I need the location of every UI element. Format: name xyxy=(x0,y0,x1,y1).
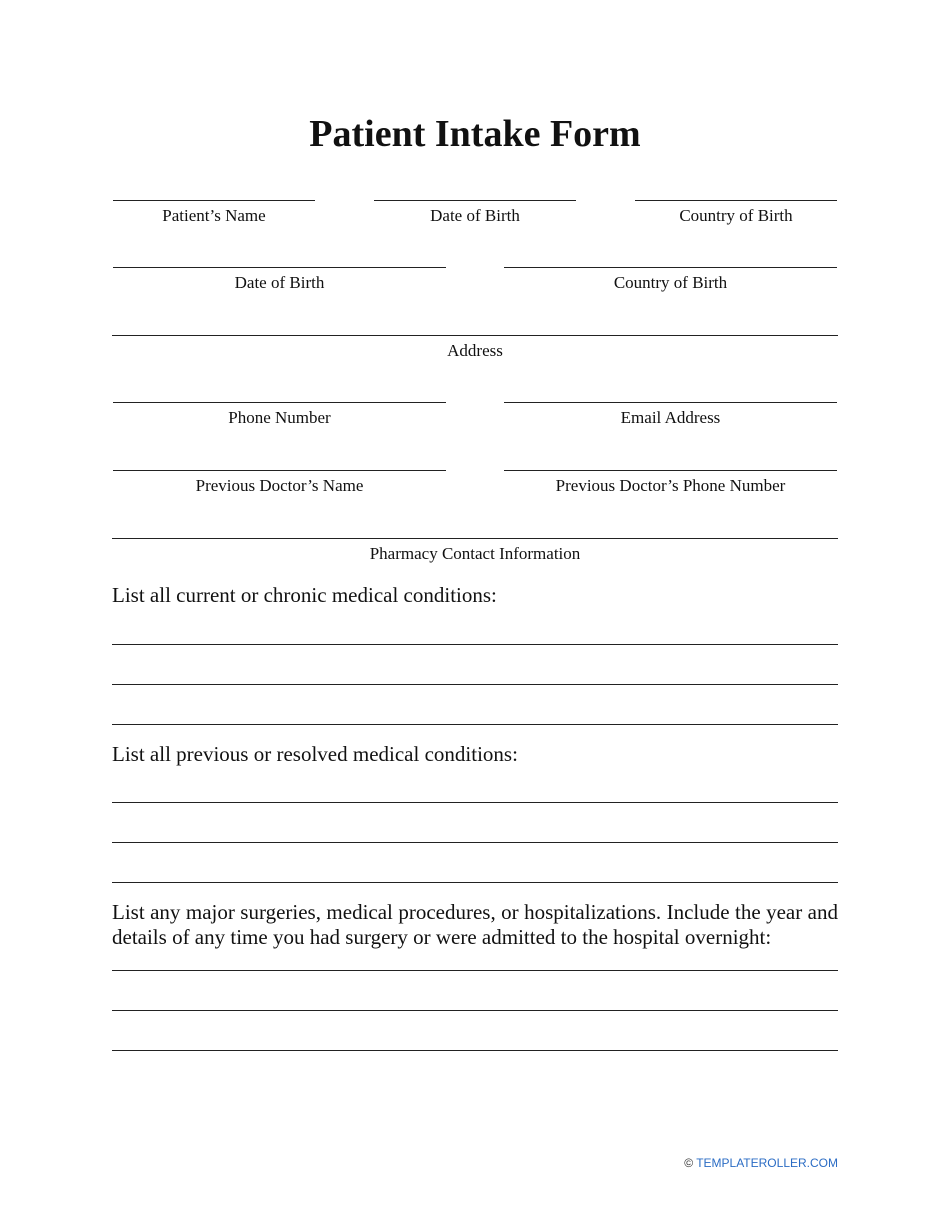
previous-doctor-name-field[interactable] xyxy=(113,470,446,496)
country-of-birth-label-2: Country of Birth xyxy=(613,273,728,292)
previous-doctor-phone-line[interactable] xyxy=(504,470,837,471)
country-of-birth-field-2[interactable] xyxy=(504,267,837,293)
date-of-birth-label-2: Date of Birth xyxy=(234,273,325,292)
current-conditions-line-3[interactable] xyxy=(112,724,838,725)
surgeries-line-1[interactable] xyxy=(112,970,838,971)
pharmacy-contact-field[interactable] xyxy=(112,538,838,564)
current-conditions-line-2[interactable] xyxy=(112,684,838,685)
address-field[interactable] xyxy=(112,335,838,361)
previous-conditions-line-3[interactable] xyxy=(112,882,838,883)
email-address-field[interactable] xyxy=(504,402,837,428)
date-of-birth-line-2[interactable] xyxy=(113,267,446,268)
phone-number-line[interactable] xyxy=(113,402,446,403)
previous-doctor-name-line[interactable] xyxy=(113,470,446,471)
country-of-birth-line-2[interactable] xyxy=(504,267,837,268)
phone-number-field[interactable] xyxy=(113,402,446,428)
patient-name-line[interactable] xyxy=(113,200,315,201)
email-address-line[interactable] xyxy=(504,402,837,403)
templateroller-link[interactable]: TEMPLATEROLLER.COM xyxy=(696,1156,838,1170)
pharmacy-contact-label: Pharmacy Contact Information xyxy=(369,544,581,563)
previous-conditions-line-2[interactable] xyxy=(112,842,838,843)
previous-doctor-phone-field[interactable] xyxy=(504,470,837,496)
date-of-birth-field[interactable] xyxy=(374,200,576,226)
patient-name-field[interactable] xyxy=(113,200,315,226)
date-of-birth-line[interactable] xyxy=(374,200,576,201)
patient-name-label: Patient’s Name xyxy=(162,206,266,225)
email-address-label: Email Address xyxy=(620,408,721,427)
address-line[interactable] xyxy=(112,335,838,336)
previous-doctor-name-label: Previous Doctor’s Name xyxy=(195,476,364,495)
previous-doctor-phone-label: Previous Doctor’s Phone Number xyxy=(555,476,786,495)
surgeries-prompt: List any major surgeries, medical procedures, or hospitalizations. Include the year and details of any time you had surgery or were admitted to the hospital overnight: xyxy=(112,900,838,949)
country-of-birth-label: Country of Birth xyxy=(679,206,793,225)
page-title: Patient Intake Form xyxy=(309,113,641,155)
footer-credit xyxy=(684,1155,838,1171)
current-conditions-line-1[interactable] xyxy=(112,644,838,645)
address-label: Address xyxy=(447,341,503,360)
copyright-symbol: © xyxy=(684,1156,694,1170)
country-of-birth-field[interactable] xyxy=(635,200,837,226)
previous-conditions-line-1[interactable] xyxy=(112,802,838,803)
phone-number-label: Phone Number xyxy=(228,408,331,427)
country-of-birth-line[interactable] xyxy=(635,200,837,201)
surgeries-line-3[interactable] xyxy=(112,1050,838,1051)
surgeries-line-2[interactable] xyxy=(112,1010,838,1011)
date-of-birth-label: Date of Birth xyxy=(430,206,520,225)
current-conditions-prompt: List all current or chronic medical conditions: xyxy=(112,583,497,607)
pharmacy-contact-line[interactable] xyxy=(112,538,838,539)
date-of-birth-field-2[interactable] xyxy=(113,267,446,293)
previous-conditions-prompt: List all previous or resolved medical conditions: xyxy=(112,742,518,766)
